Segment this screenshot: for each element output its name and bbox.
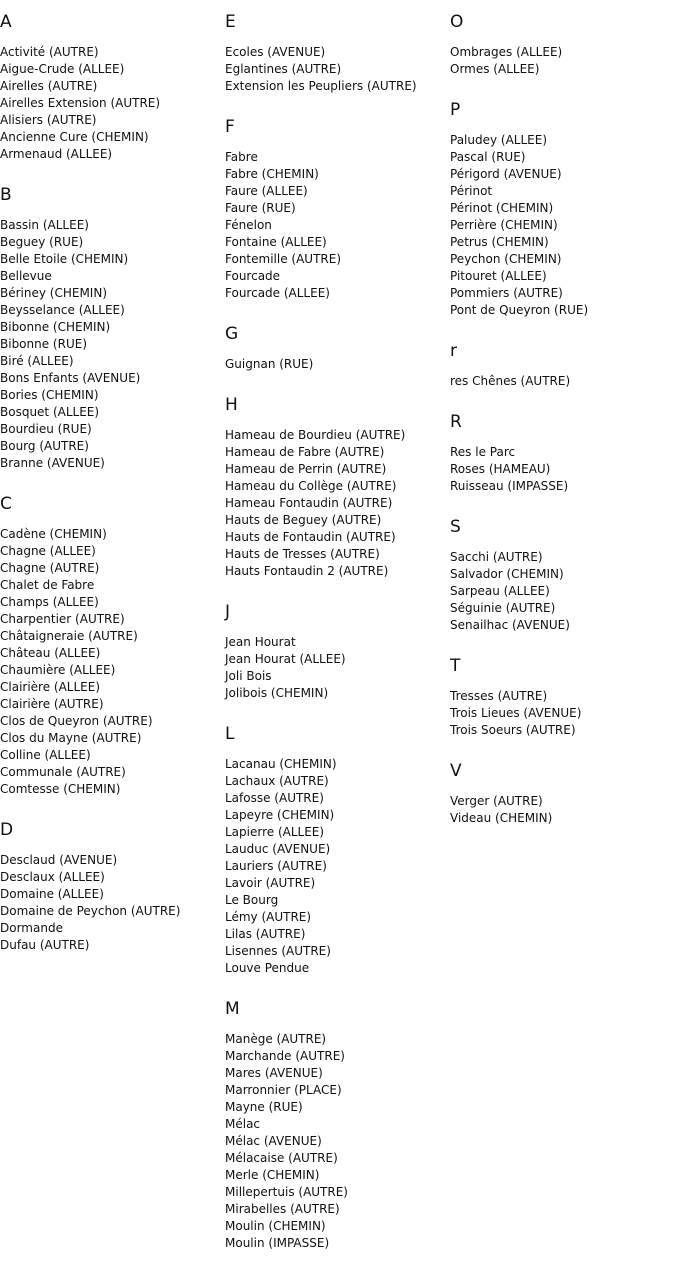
street-name: res Chênes (AUTRE) [450,374,571,388]
letter-section [450,654,670,739]
section-letter-heading: A [0,12,12,32]
section-letter-heading: G [225,324,239,344]
street-name: Mélac (AVENUE) [225,1134,322,1148]
street-name: Lachaux (AUTRE) [225,774,329,788]
street-name: Hameau de Perrin (AUTRE) [225,462,387,476]
street-name: Lafosse (AUTRE) [225,791,324,805]
street-name: Périnot (CHEMIN) [450,201,554,215]
section-letter-heading: O [450,12,464,32]
street-name: Cadène (CHEMIN) [0,527,107,541]
street-name: Hameau de Bourdieu (AUTRE) [225,428,406,442]
street-name: Lauriers (AUTRE) [225,859,327,873]
street-name: Marchande (AUTRE) [225,1049,345,1063]
section-letter-heading: C [0,494,12,514]
street-name: Guignan (RUE) [225,357,314,371]
street-name: Domaine de Peychon (AUTRE) [0,904,181,918]
street-name: Pitouret (ALLEE) [450,269,547,283]
street-name: Perrière (CHEMIN) [450,218,558,232]
section-letter-heading: T [450,656,461,676]
street-name: Bassin (ALLEE) [0,218,89,232]
street-name: Hauts de Tresses (AUTRE) [225,547,380,561]
street-name: Ormes (ALLEE) [450,62,540,76]
street-name: Lauduc (AVENUE) [225,842,331,856]
street-name: Dufau (AUTRE) [0,938,90,952]
street-name: Ombrages (ALLEE) [450,45,563,59]
street-name: Mares (AVENUE) [225,1066,323,1080]
street-name: Bibonne (RUE) [0,337,87,351]
street-name: Pascal (RUE) [450,150,526,164]
street-name: Clos de Queyron (AUTRE) [0,714,153,728]
street-name: Extension les Peupliers (AUTRE) [225,79,417,93]
section-letter-heading: F [225,117,235,137]
street-name: Bellevue [0,269,52,283]
letter-section [225,322,445,373]
section-letter-heading: r [450,341,457,361]
street-name: Lacanau (CHEMIN) [225,757,337,771]
street-name: Châtaigneraie (AUTRE) [0,629,138,643]
street-name: Le Bourg [225,893,279,907]
street-name: Hameau du Collège (AUTRE) [225,479,397,493]
street-name: Marronnier (PLACE) [225,1083,342,1097]
street-name: Desclaux (ALLEE) [0,870,105,884]
section-letter-heading: E [225,12,236,32]
street-name: Chaumière (ALLEE) [0,663,116,677]
street-name: Branne (AVENUE) [0,456,105,470]
street-name: Roses (HAMEAU) [450,462,551,476]
street-name: Trois Lieues (AVENUE) [450,706,582,720]
street-name: Hameau de Fabre (AUTRE) [225,445,385,459]
street-name: Mélac [225,1117,261,1131]
letter-section [225,600,445,702]
street-name: Bibonne (CHEMIN) [0,320,111,334]
street-name: Bourg (AUTRE) [0,439,89,453]
letter-section [225,10,445,95]
street-name: Mirabelles (AUTRE) [225,1202,340,1216]
street-name: Clos du Mayne (AUTRE) [0,731,142,745]
street-name: Mélacaise (AUTRE) [225,1151,338,1165]
street-name: Senailhac (AVENUE) [450,618,570,632]
street-name: Charpentier (AUTRE) [0,612,125,626]
street-name: Petrus (CHEMIN) [450,235,549,249]
street-name: Fourcade [225,269,281,283]
street-name: Salvador (CHEMIN) [450,567,564,581]
street-name: Chagne (AUTRE) [0,561,100,575]
street-name: Jolibois (CHEMIN) [225,686,329,700]
street-name: Chalet de Fabre [0,578,95,592]
street-name: Biré (ALLEE) [0,354,74,368]
letter-section [225,997,445,1252]
street-name: Bosquet (ALLEE) [0,405,100,419]
street-name: Clairière (ALLEE) [0,680,101,694]
section-letter-heading: S [450,517,461,537]
street-name: Comtesse (CHEMIN) [0,782,121,796]
street-name: Hameau Fontaudin (AUTRE) [225,496,393,510]
letter-section [450,410,670,495]
street-name: Lémy (AUTRE) [225,910,312,924]
street-name: Jean Hourat [225,635,296,649]
street-name: Fabre [225,150,258,164]
street-name: Hauts de Fontaudin (AUTRE) [225,530,396,544]
letter-section [225,115,445,302]
street-name: Airelles Extension (AUTRE) [0,96,161,110]
street-name: Ruisseau (IMPASSE) [450,479,569,493]
letter-section [0,492,220,798]
section-letter-heading: M [225,999,240,1019]
street-name: Périnot [450,184,493,198]
street-name: Beysselance (ALLEE) [0,303,125,317]
street-name: Bériney (CHEMIN) [0,286,108,300]
letter-section [225,722,445,977]
street-name: Lavoir (AUTRE) [225,876,316,890]
street-name: Verger (AUTRE) [450,794,543,808]
section-letter-heading: V [450,761,462,781]
street-name: Beguey (RUE) [0,235,84,249]
street-name: Champs (ALLEE) [0,595,99,609]
letter-section [450,10,670,78]
street-name: Château (ALLEE) [0,646,101,660]
street-name: Sacchi (AUTRE) [450,550,543,564]
street-column-2 [225,10,445,1272]
street-name: Lisennes (AUTRE) [225,944,331,958]
street-name: Paludey (ALLEE) [450,133,548,147]
street-name: Merle (CHEMIN) [225,1168,320,1182]
letter-section [225,393,445,580]
street-name: Fontaine (ALLEE) [225,235,327,249]
letter-section [450,759,670,827]
street-name: Lapeyre (CHEMIN) [225,808,335,822]
section-letter-heading: B [0,185,12,205]
street-name: Activité (AUTRE) [0,45,99,59]
street-name: Hauts Fontaudin 2 (AUTRE) [225,564,389,578]
letter-section [450,339,670,390]
street-name: Colline (ALLEE) [0,748,91,762]
section-letter-heading: D [0,820,14,840]
street-name: Pont de Queyron (RUE) [450,303,589,317]
street-name: Lilas (AUTRE) [225,927,306,941]
street-name: Videau (CHEMIN) [450,811,553,825]
street-name: Mayne (RUE) [225,1100,303,1114]
street-name: Tresses (AUTRE) [450,689,548,703]
street-name: Alisiers (AUTRE) [0,113,97,127]
street-name: Faure (ALLEE) [225,184,308,198]
street-column-3 [450,10,670,847]
letter-section [0,10,220,163]
street-name: Eglantines (AUTRE) [225,62,342,76]
street-name: Bons Enfants (AVENUE) [0,371,141,385]
street-name: Lapierre (ALLEE) [225,825,325,839]
street-name: Hauts de Beguey (AUTRE) [225,513,382,527]
street-name: Clairière (AUTRE) [0,697,104,711]
street-name: Fabre (CHEMIN) [225,167,319,181]
street-name: Manège (AUTRE) [225,1032,327,1046]
street-name: Armenaud (ALLEE) [0,147,113,161]
street-name: Domaine (ALLEE) [0,887,104,901]
section-letter-heading: H [225,395,238,415]
letter-section [0,818,220,954]
street-name: Millepertuis (AUTRE) [225,1185,348,1199]
street-name: Ecoles (AVENUE) [225,45,326,59]
section-letter-heading: J [225,602,231,622]
street-name: Séguinie (AUTRE) [450,601,556,615]
street-name: Moulin (IMPASSE) [225,1236,330,1250]
street-name: Ancienne Cure (CHEMIN) [0,130,149,144]
street-name: Joli Bois [225,669,272,683]
street-name: Louve Pendue [225,961,310,975]
letter-section [0,183,220,472]
street-name: Communale (AUTRE) [0,765,126,779]
street-name: Fourcade (ALLEE) [225,286,330,300]
section-letter-heading: R [450,412,462,432]
street-name: Jean Hourat (ALLEE) [225,652,346,666]
street-name: Belle Etoile (CHEMIN) [0,252,129,266]
section-letter-heading: P [450,100,461,120]
street-column-1 [0,10,220,974]
street-name: Moulin (CHEMIN) [225,1219,326,1233]
street-name: Sarpeau (ALLEE) [450,584,550,598]
street-name: Périgord (AVENUE) [450,167,562,181]
street-name: Desclaud (AVENUE) [0,853,118,867]
street-name: Chagne (ALLEE) [0,544,96,558]
street-name: Aigue-Crude (ALLEE) [0,62,125,76]
street-name: Bories (CHEMIN) [0,388,99,402]
street-name: Bourdieu (RUE) [0,422,92,436]
street-name: Trois Soeurs (AUTRE) [450,723,576,737]
street-name: Dormande [0,921,63,935]
letter-section [450,515,670,634]
street-name: Faure (RUE) [225,201,296,215]
section-letter-heading: L [225,724,235,744]
street-name: Res le Parc [450,445,516,459]
street-name: Fénelon [225,218,272,232]
street-name: Pommiers (AUTRE) [450,286,563,300]
letter-section [450,98,670,319]
street-name: Airelles (AUTRE) [0,79,98,93]
street-name: Peychon (CHEMIN) [450,252,562,266]
street-name: Fontemille (AUTRE) [225,252,342,266]
